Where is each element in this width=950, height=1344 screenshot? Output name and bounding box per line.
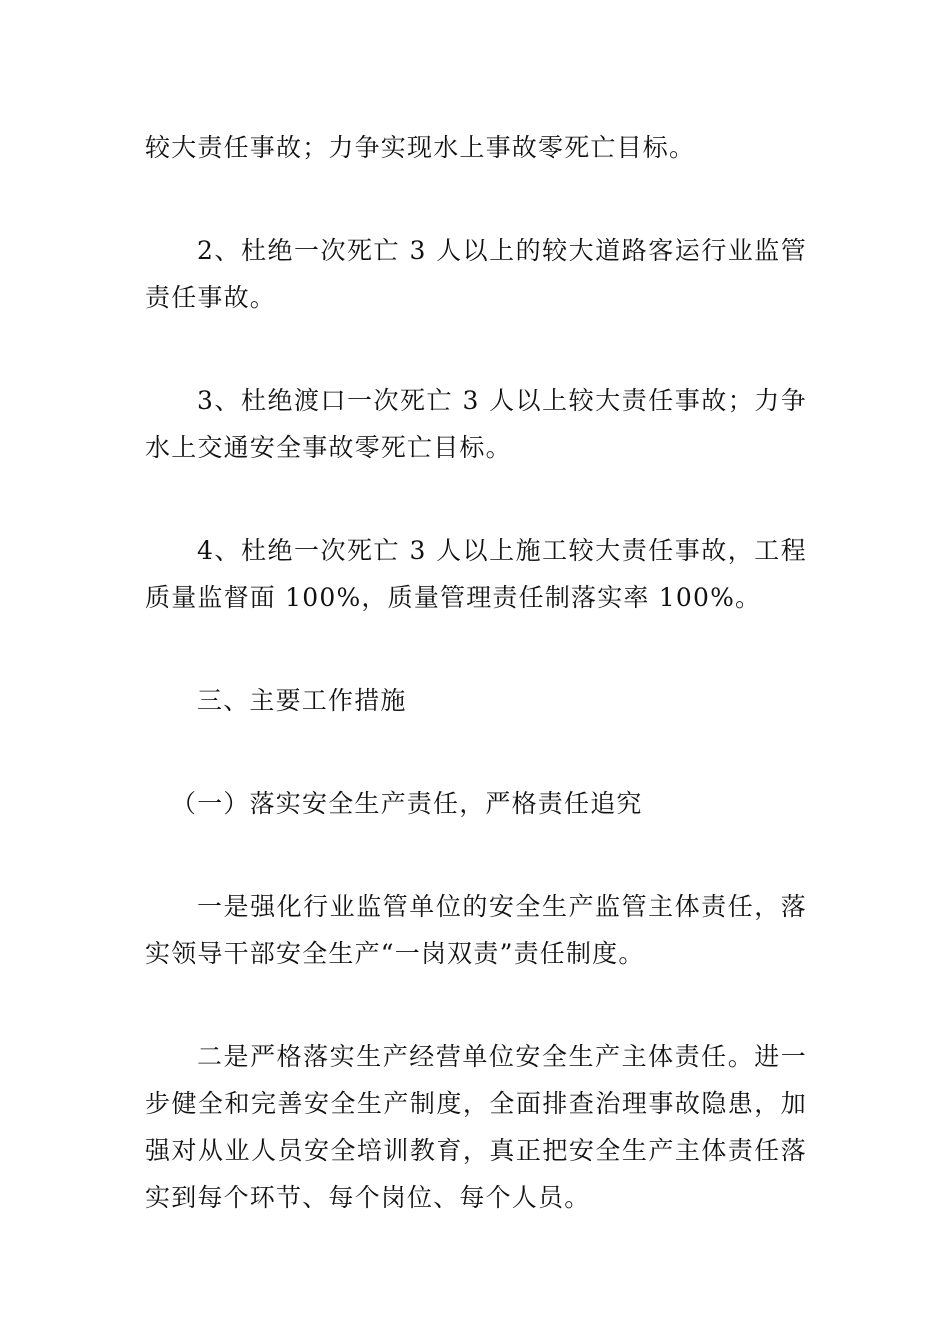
paragraph-gap — [145, 171, 807, 227]
paragraph-measure-1: 一是强化行业监管单位的安全生产监管主体责任，落实领导干部安全生产“一岗双责”责任制度。 — [145, 892, 807, 968]
subsection-heading: （一）落实安全生产责任，严格责任追究 — [171, 789, 643, 818]
paragraph-gap — [145, 977, 807, 1033]
paragraph-gap — [145, 827, 807, 883]
paragraph-gap — [145, 321, 807, 377]
paragraph-gap — [145, 621, 807, 677]
paragraph-gap — [145, 471, 807, 527]
paragraph-target-3: 3、杜绝渡口一次死亡 3 人以上较大责任事故；力争水上交通安全事故零死亡目标。 — [145, 386, 807, 462]
paragraph-continuation: 较大责任事故；力争实现水上事故零死亡目标。 — [145, 133, 696, 162]
paragraph-gap — [145, 724, 807, 780]
document-body — [145, 124, 807, 1221]
paragraph-target-4: 4、杜绝一次死亡 3 人以上施工较大责任事故，工程质量监督面 100%，质量管理责任制落实率 100%。 — [145, 536, 807, 612]
paragraph-measure-2: 二是严格落实生产经营单位安全生产主体责任。进一步健全和完善安全生产制度，全面排查治理事故隐患，加强对从业人员安全培训教育，真正把安全生产主体责任落实到每个环节、每个岗位、每个人员。 — [145, 1042, 807, 1212]
section-heading: 三、主要工作措施 — [197, 686, 407, 715]
paragraph-target-2: 2、杜绝一次死亡 3 人以上的较大道路客运行业监管责任事故。 — [145, 236, 807, 312]
